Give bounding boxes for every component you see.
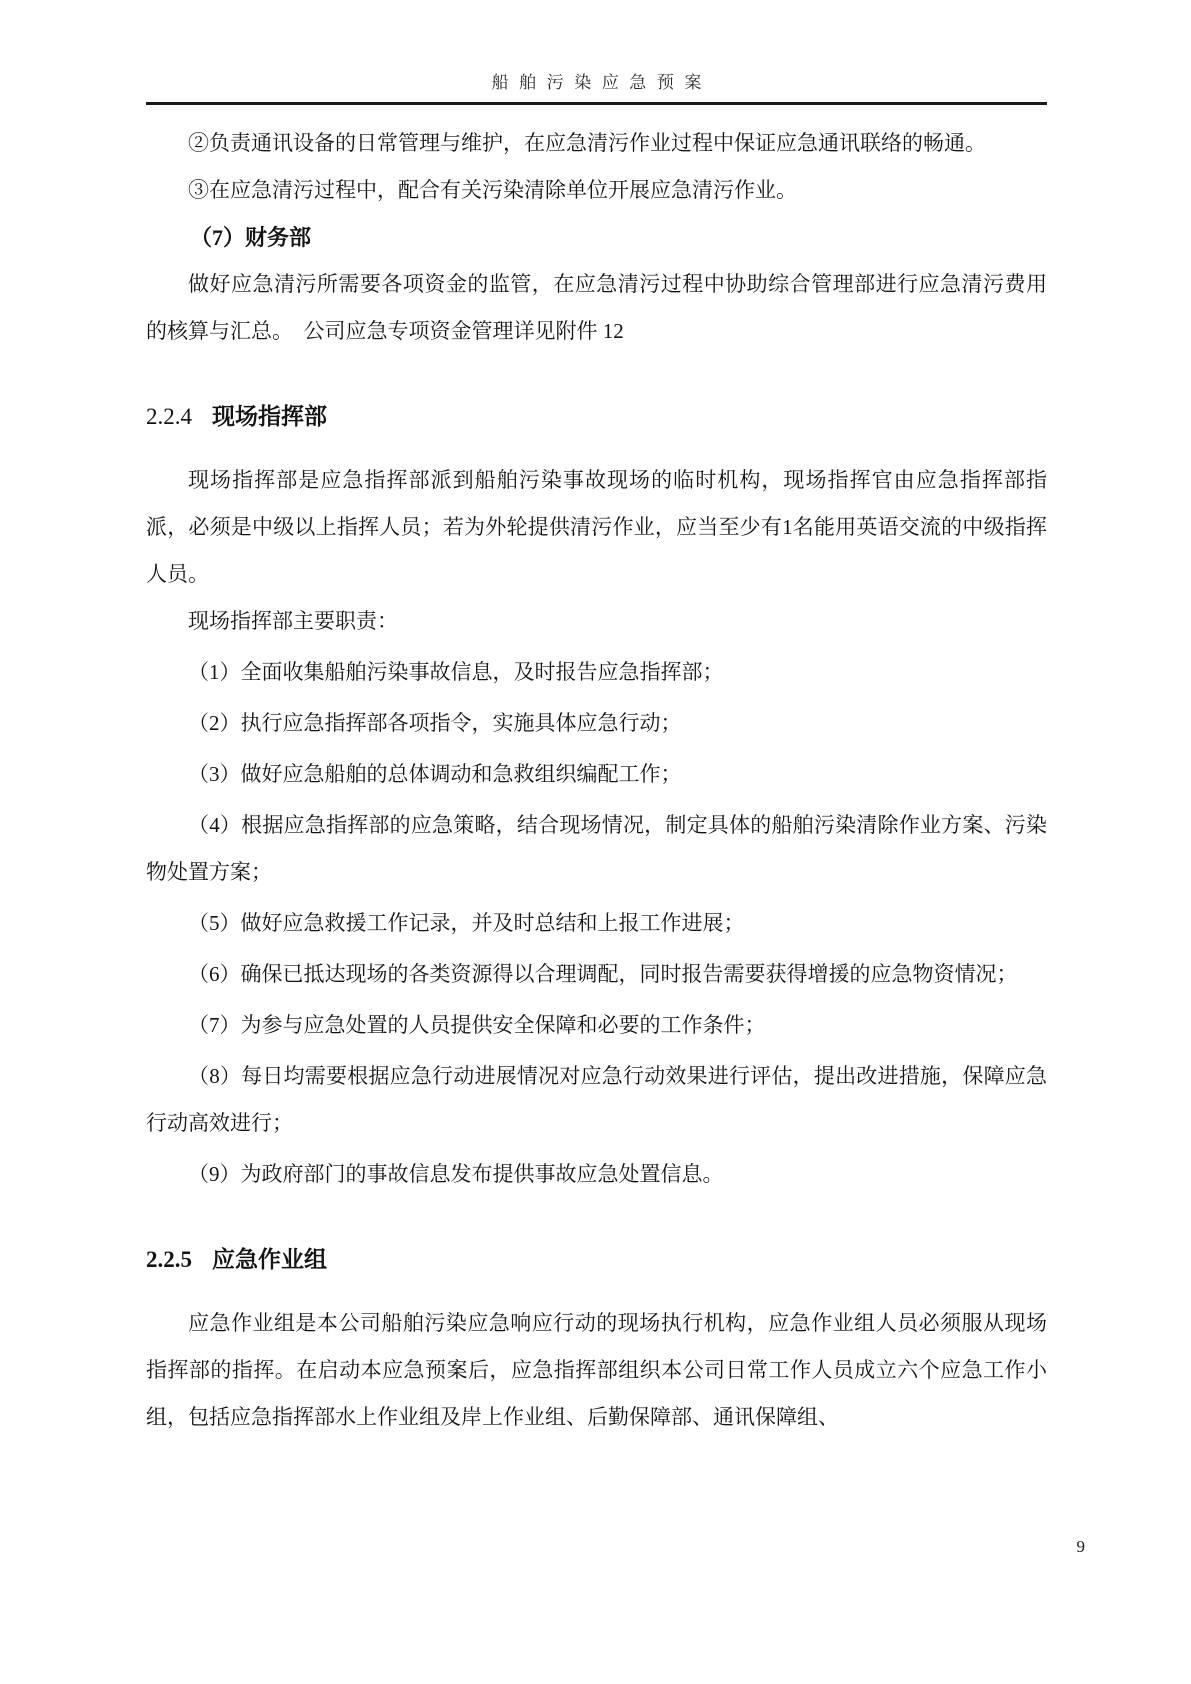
document-body	[146, 120, 1047, 1441]
section-heading-225	[146, 1236, 1047, 1283]
section-number-224: 2.2.4	[146, 404, 192, 429]
section-224-intro-paragraph: 现场指挥部是应急指挥部派到船舶污染事故现场的临时机构，现场指挥官由应急指挥部指派，必须是中级以上指挥人员；若为外轮提供清污作业，应当至少有1名能用英语交流的中级指挥人员。	[146, 468, 1047, 586]
finance-dept-paragraph: 做好应急清污所需要各项资金的监管，在应急清污过程中协助综合管理部进行应急清污费用的核算与汇总。 公司应急专项资金管理详见附件 12	[146, 272, 1047, 343]
section-225-intro-paragraph: 应急作业组是本公司船舶污染应急响应行动的现场执行机构，应急作业组人员必须服从现场指挥部的指挥。在启动本应急预案后，应急指挥部组织本公司日常工作人员成立六个应急工作小组，包括应急指挥部水上作业组及岸上作业组、后勤保障部、通讯保障组、	[146, 1311, 1047, 1429]
duty-item-5: （5）做好应急救援工作记录，并及时总结和上报工作进展；	[188, 911, 745, 935]
duty-item-1: （1）全面收集船舶污染事故信息，及时报告应急指挥部；	[188, 660, 724, 684]
page-header	[146, 68, 1047, 105]
duty-item-4: （4）根据应急指挥部的应急策略，结合现场情况，制定具体的船舶污染清除作业方案、污染物处置方案；	[146, 813, 1047, 884]
duty-item-2: （2）执行应急指挥部各项指令，实施具体应急行动；	[188, 711, 682, 735]
finance-dept-heading: （7）财务部	[190, 225, 312, 250]
section-224-duties-label: 现场指挥部主要职责：	[188, 609, 398, 633]
duty-item-8: （8）每日均需要根据应急行动进展情况对应急行动效果进行评估，提出改进措施，保障应急行动高效进行；	[146, 1064, 1047, 1135]
duty-item-3: （3）做好应急船舶的总体调动和急救组织编配工作；	[188, 762, 682, 786]
circled-item-3: ③在应急清污过程中，配合有关污染清除单位开展应急清污作业。	[188, 178, 797, 202]
section-title-224: 现场指挥部	[212, 404, 327, 429]
section-number-225: 2.2.5	[146, 1247, 192, 1272]
section-heading-224	[146, 393, 1047, 440]
duty-item-7: （7）为参与应急处置的人员提供安全保障和必要的工作条件；	[188, 1013, 766, 1037]
duty-item-6: （6）确保已抵达现场的各类资源得以合理调配，同时报告需要获得增援的应急物资情况；	[188, 962, 1018, 986]
document-header-title: 船舶污染应急预案	[491, 73, 712, 92]
page-number: 9	[1076, 1537, 1085, 1556]
duty-item-9: （9）为政府部门的事故信息发布提供事故应急处置信息。	[188, 1162, 724, 1186]
section-title-225: 应急作业组	[212, 1247, 327, 1272]
circled-item-2: ②负责通讯设备的日常管理与维护，在应急清污作业过程中保证应急通讯联络的畅通。	[188, 131, 986, 155]
